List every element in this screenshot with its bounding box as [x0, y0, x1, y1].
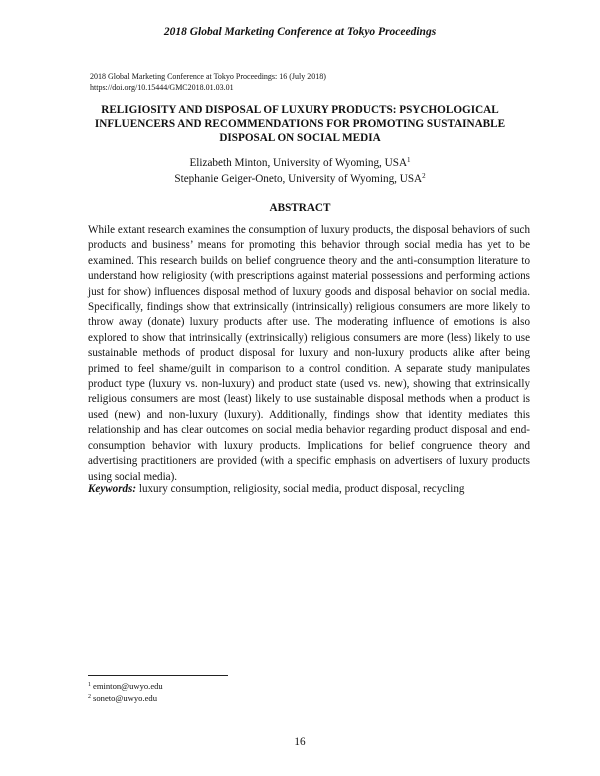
- footnote-email[interactable]: eminton@uwyo.edu: [93, 681, 163, 691]
- keywords-text: luxury consumption, religiosity, social media, product disposal, recycling: [138, 483, 465, 495]
- author-line: [86, 156, 514, 172]
- citation-line: 2018 Global Marketing Conference at Tokyo Proceedings: 16 (July 2018): [90, 72, 326, 81]
- footnotes: [88, 680, 163, 704]
- footnote-email[interactable]: soneto@uwyo.edu: [93, 693, 158, 703]
- footnote: [88, 692, 163, 704]
- abstract-heading: ABSTRACT: [269, 202, 331, 214]
- author-name: Stephanie Geiger-Oneto, University of Wyoming, USA: [174, 172, 423, 185]
- citation-block: [90, 71, 520, 93]
- footnote-marker: 1: [407, 156, 411, 164]
- abstract-body: While extant research examines the consumption of luxury products, the disposal behaviors of such products and business’ means for promoting this behavior through social media has yet to be examined. This research builds on belief congruence theory and the anti-consumption literature to understand how religiosity (with prescriptions against material possessions and performing actions just for show) influences disposal method of luxury goods and disposal behavior on social media. Specifically, findings show that extrinsically (intrinsically) religious consumers are more likely to throw away (donate) luxury products after use. The moderating influence of emotions is also explored to show that intrinsically (extrinsically) religious consumers are more (less) likely to use sustainable methods of product disposal for luxury and non-luxury products alike after being primed to feel shame/guilt in comparison to a control condition. A separate study manipulates product type (luxury vs. non-luxury) and product state (used vs. new), showing that extrinsically religious consumers are most (least) likely to use sustainable disposal methods when a product is used (new) and non-luxury (luxury). Additionally, findings show that identity mediates this relationship and has clear outcomes on social media behavior regarding product disposal and end-consumption behavior with luxury products. Implications for belief congruence theory and advertising practitioners are provided (with a specific emphasis on advertisers of luxury products using social media).: [88, 224, 530, 483]
- author-list: [86, 156, 514, 187]
- keywords-label: Keywords:: [88, 483, 137, 495]
- author-name: Elizabeth Minton, University of Wyoming, USA: [189, 157, 408, 169]
- page-number: 16: [294, 736, 306, 748]
- footnote-marker: 2: [422, 171, 426, 180]
- running-header: 2018 Global Marketing Conference at Tokyo Proceedings: [163, 26, 437, 38]
- footnote-divider: [88, 675, 228, 676]
- doi-link[interactable]: https://doi.org/10.15444/GMC2018.01.03.01: [90, 83, 234, 92]
- footnote-marker: 2: [88, 694, 91, 700]
- footnote: [88, 680, 163, 692]
- author-line: [86, 172, 514, 188]
- footnote-marker: 1: [88, 682, 91, 688]
- paper-title: RELIGIOSITY AND DISPOSAL OF LUXURY PRODUCTS: PSYCHOLOGICAL INFLUENCERS AND RECOMMENDATIONS FOR PROMOTING SUSTAINABLE DISPOSAL ON SOCIAL MEDIA: [94, 104, 506, 145]
- keywords-line: [88, 482, 530, 497]
